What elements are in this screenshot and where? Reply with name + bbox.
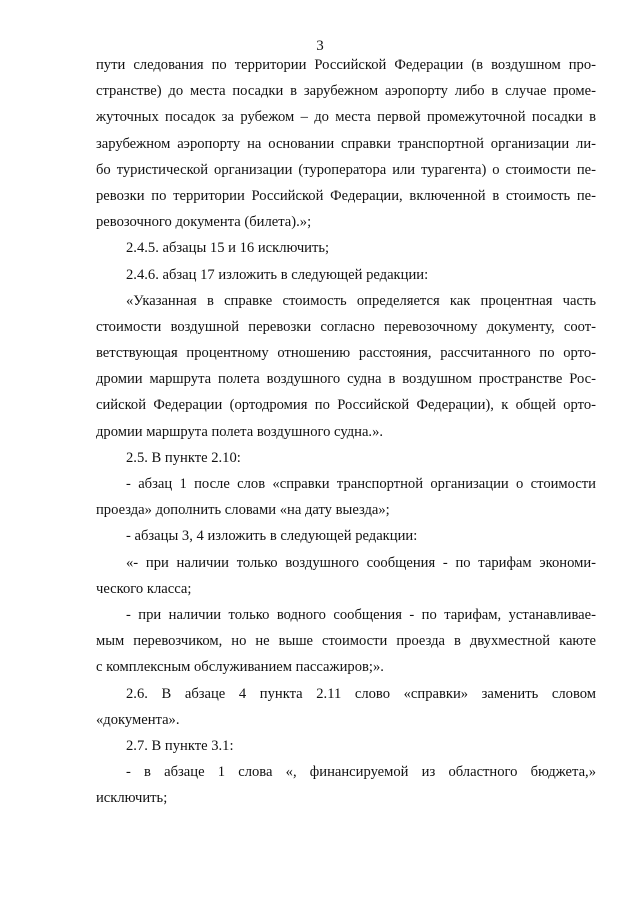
text-line: ветствующая процентному отношению расстояния, рассчитанного по орто-: [96, 345, 596, 362]
text-line: ческого класса;: [96, 580, 192, 597]
text-line: 2.5. В пункте 2.10:: [126, 449, 241, 466]
text-line: 2.4.6. абзац 17 изложить в следующей редакции:: [126, 266, 429, 283]
text-line: - абзацы 3, 4 изложить в следующей редакции:: [126, 528, 418, 545]
text-line: - абзац 1 после слов «справки транспортной организации о стоимости: [126, 476, 596, 492]
text-line: зарубежном аэропорту на основании справки транспортной организации ли-: [96, 135, 596, 152]
text-line: «документа».: [96, 711, 180, 728]
text-line: ревозки по территории Российской Федерации, включенной в стоимость пе-: [96, 187, 596, 204]
text-line: мым перевозчиком, но не выше стоимости проезда в двухместной каюте: [96, 633, 596, 650]
text-line: «- при наличии только воздушного сообщения - по тарифам экономи-: [126, 554, 596, 571]
text-line: пути следования по территории Российской Федерации (в воздушном про-: [96, 57, 596, 73]
page-number: 3: [316, 38, 324, 54]
text-line: с комплексным обслуживанием пассажиров;».: [96, 659, 384, 676]
text-line: дромии маршрута полета воздушного судна.».: [96, 423, 384, 440]
document-body: [96, 52, 596, 811]
text-line: стоимости воздушной перевозки согласно перевозочному документу, соот-: [96, 318, 596, 335]
text-line: странстве) до места посадки в зарубежном аэропорту либо в случае проме-: [96, 83, 596, 100]
text-line: - в абзаце 1 слова «, финансируемой из областного бюджета,»: [126, 764, 596, 781]
text-line: 2.7. В пункте 3.1:: [126, 737, 234, 754]
text-line: исключить;: [96, 790, 168, 807]
text-line: ревозочного документа (билета).»;: [96, 214, 312, 231]
text-line: 2.6. В абзаце 4 пункта 2.11 слово «справки» заменить словом: [126, 685, 596, 702]
text-line: - при наличии только водного сообщения - по тарифам, устанавливае-: [126, 606, 596, 623]
text-line: бо туристической организации (туроператора или турагента) о стоимости пе-: [96, 161, 596, 178]
text-line: жуточных посадок за рубежом – до места первой промежуточной посадки в: [96, 109, 596, 126]
text-line: дромии маршрута полета воздушного судна в воздушном пространстве Рос-: [96, 371, 596, 388]
text-line: «Указанная в справке стоимость определяется как процентная часть: [126, 292, 596, 309]
text-line: сийской Федерации (ортодромия по Российской Федерации), к общей орто-: [96, 397, 596, 414]
text-line: 2.4.5. абзацы 15 и 16 исключить;: [126, 240, 330, 257]
text-line: проезда» дополнить словами «на дату выезда»;: [96, 502, 390, 519]
